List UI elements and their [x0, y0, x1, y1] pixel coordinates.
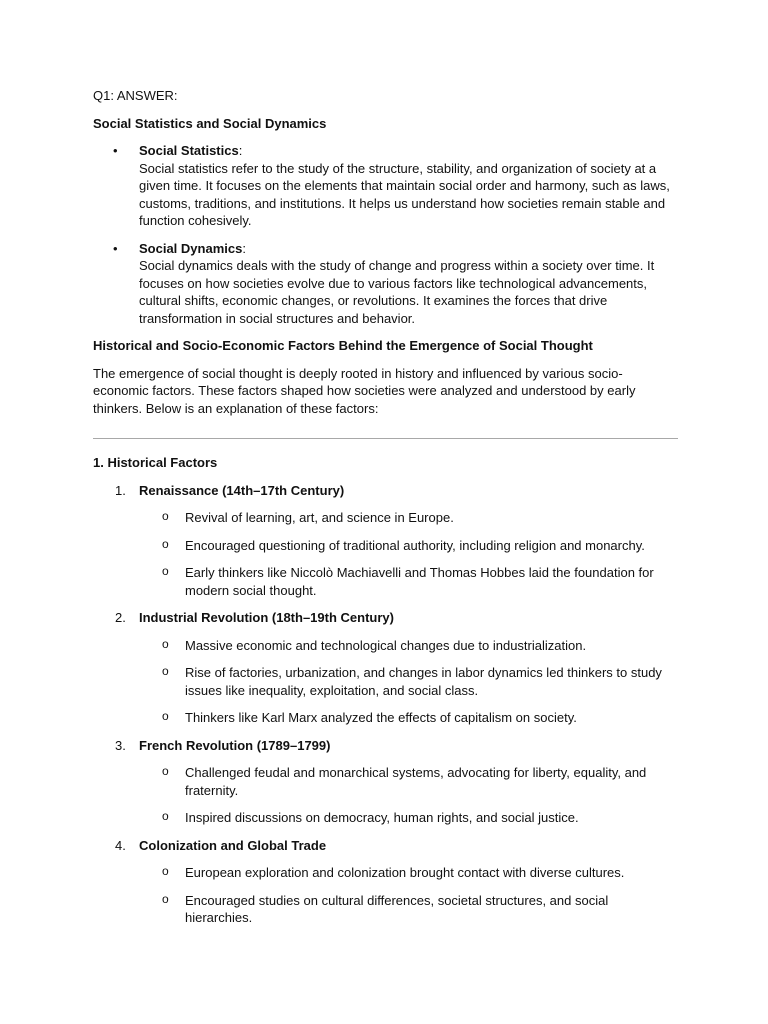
bullet-text: Social dynamics deals with the study of change and progress within a society over time. It focuses on how societies evolve due to various factors like technological advancements, cultural shifts, economic changes, or revolutions. It examines the forces that drive transformation in social structures and behavior. [139, 258, 655, 326]
numbered-item-french-revolution [93, 737, 678, 755]
sub-point: o Rise of factories, urbanization, and changes in labor dynamics led thinkers to study issues like inequality, exploitation, and social class. [162, 664, 662, 698]
hollow-circle-bullet-icon: o [162, 636, 169, 651]
hollow-circle-bullet-icon: o [162, 664, 169, 678]
bullet-item-social-statistics: • Social Statistics: Social statistics refer to the study of the structure, stability, and organization of society at a given time. It focuses on the elements that maintain social order and harmony, such as laws, customs, traditions, and institutions. It helps us understand how societies remain stable and function cohesively. [93, 142, 678, 230]
item-number: 3. [115, 737, 126, 753]
horizontal-divider [93, 438, 678, 439]
bullet-dot-icon: • [113, 240, 118, 256]
numbered-item-colonization-global-trade [93, 837, 678, 855]
numbered-item-renaissance [93, 482, 678, 500]
bullet-term: Social Statistics [139, 143, 239, 158]
sub-point: o Inspired discussions on democracy, human rights, and social justice. [162, 809, 579, 825]
hollow-circle-bullet-icon: o [162, 564, 169, 578]
bullet-term: Social Dynamics [139, 240, 243, 256]
hollow-circle-bullet-icon: o [162, 509, 169, 523]
item-title: French Revolution (1789–1799) [139, 737, 331, 753]
sub-point: o European exploration and colonization brought contact with diverse cultures. [162, 864, 625, 880]
item-number: 2. [115, 610, 126, 625]
sub-point: o Challenged feudal and monarchical systems, advocating for liberty, equality, and fraternity. [162, 764, 647, 798]
hollow-circle-bullet-icon: o [162, 809, 169, 823]
sub-point: o Massive economic and technological changes due to industrialization. [162, 636, 587, 653]
item-number: 1. [115, 482, 126, 498]
sub-point: o Thinkers like Karl Marx analyzed the effects of capitalism on society. [162, 709, 577, 725]
hollow-circle-bullet-icon: o [162, 864, 169, 878]
item-title: Renaissance (14th–17th Century) [139, 482, 345, 498]
sub-point: o Encouraged questioning of traditional authority, including religion and monarchy. [162, 536, 645, 553]
item-number: 4. [115, 837, 126, 853]
bullet-text: Social statistics refer to the study of the structure, stability, and organization of society at a given time. It focuses on the elements that maintain social order and harmony, such as laws, customs, traditions, and institutions. It helps us understand how societies remain stable and function cohesively. [139, 160, 670, 228]
hollow-circle-bullet-icon: o [162, 536, 169, 551]
hollow-circle-bullet-icon: o [162, 709, 169, 723]
hollow-circle-bullet-icon: o [162, 891, 169, 906]
numbered-item-industrial-revolution [93, 609, 678, 627]
subsection-heading-historical-factors: 1. Historical Factors [93, 455, 218, 470]
sub-point: o Revival of learning, art, and science in Europe. [162, 509, 454, 525]
section-heading-historical-socio-economic: Historical and Socio-Economic Factors Behind the Emergence of Social Thought [93, 338, 593, 353]
bullet-item-social-dynamics: • Social Dynamics: Social dynamics deals with the study of change and progress within a society over time. It focuses on how societies evolve due to various factors like technological advancements, cultural shifts, economic changes, or revolutions. It examines the forces that drive transformation in social structures and behavior. [93, 240, 678, 328]
document-body [93, 87, 678, 937]
sub-point: o Encouraged studies on cultural differences, societal structures, and social hierarchies. [162, 891, 609, 925]
sub-point: o Early thinkers like Niccolò Machiavelli and Thomas Hobbes laid the foundation for modern social thought. [162, 564, 654, 598]
item-title: Industrial Revolution (18th–19th Century) [139, 610, 394, 625]
intro-paragraph: The emergence of social thought is deeply rooted in history and influenced by various socio-economic factors. These factors shaped how societies were analyzed and understood by early thinkers. Below is an explanation of these factors: [93, 365, 636, 416]
section-heading-social-statistics-dynamics: Social Statistics and Social Dynamics [93, 115, 327, 131]
item-title: Colonization and Global Trade [139, 837, 327, 853]
hollow-circle-bullet-icon: o [162, 764, 169, 778]
bullet-dot-icon: • [113, 143, 118, 158]
answer-label: Q1: ANSWER: [93, 88, 178, 103]
